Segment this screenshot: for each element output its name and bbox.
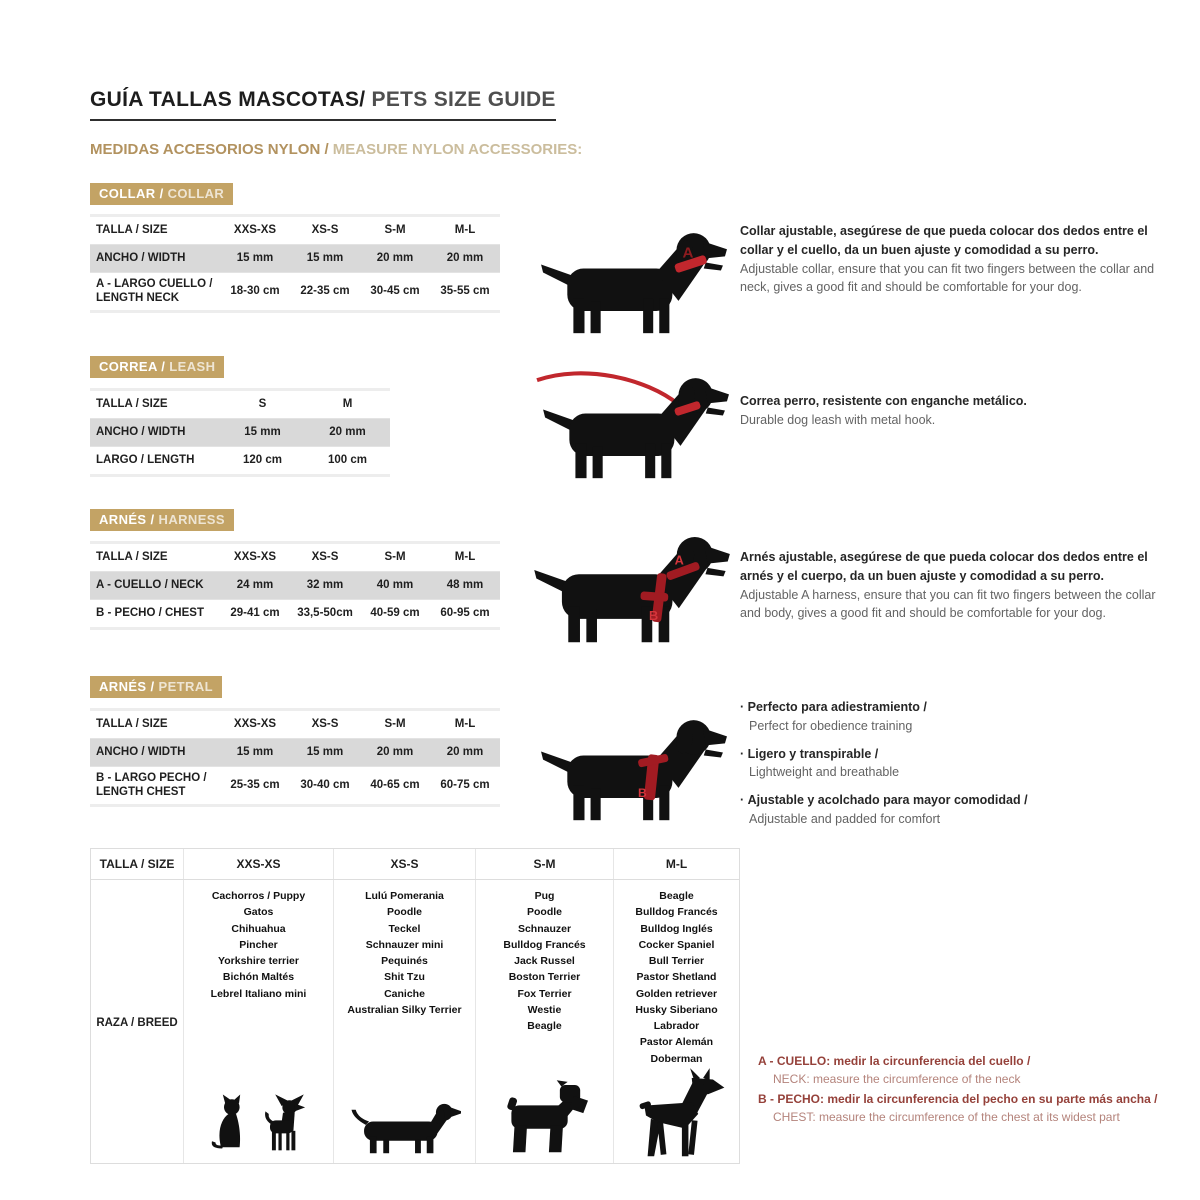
table-header-cell: M-L [454,718,476,731]
breed-item: Yorkshire terrier [218,955,299,968]
size-value: 20 mm [446,252,484,265]
size-value: 15 mm [236,252,274,265]
dachshund-icon [349,1099,461,1159]
row-label: B - LARGO PECHO / LENGTH CHEST [96,772,207,799]
feature-en: Perfect for obedience training [749,718,913,733]
row-label: ANCHO / WIDTH [96,252,186,265]
collar-description-es: Collar ajustable, asegúrese de que pueda colocar dos dedos entre el collar y el cuello, da un buen ajuste y comodidad a su perro. [740,224,1148,257]
petral-badge-en: PETRAL [154,679,213,694]
note-a [758,1052,1190,1088]
breed-item: Schnauzer mini [365,938,444,951]
breed-header-cell: TALLA / SIZE [99,857,175,871]
page-title [90,88,556,121]
collar-badge-es: COLLAR / [99,186,164,201]
size-value: 48 mm [446,579,484,592]
page-title-es: GUÍA TALLAS MASCOTAS/ [90,88,366,112]
dog-collar-icon [537,220,729,336]
harness-marker-a: A [674,552,684,568]
table-header-cell: XS-S [311,718,339,731]
table-header-label: TALLA / SIZE [96,718,168,731]
size-value: 40-59 cm [370,607,420,620]
size-value: 20 mm [446,746,484,759]
collar-marker-a: A [682,244,694,262]
size-value: 30-45 cm [370,285,420,298]
breed-item: Doberman [650,1052,703,1065]
breed-item: Husky Siberiano [635,1003,718,1016]
cat-icon [209,1087,251,1159]
row-label: A - LARGO CUELLO / LENGTH NECK [96,278,213,305]
size-value: 32 mm [306,579,344,592]
feature-item [740,745,1172,783]
breed-header-cell: XXS-XS [183,849,333,879]
breed-item: Pincher [239,938,278,951]
subtitle-en: MEASURE NYLON ACCESSORIES: [328,141,583,158]
table-row [90,245,500,273]
leash-badge [90,356,224,378]
feature-es: · Perfecto para adiestramiento / [740,698,1172,717]
breed-item: Pug [534,890,555,902]
row-label: B - PECHO / CHEST [96,607,204,620]
table-header-label: TALLA / SIZE [96,398,168,411]
size-value: 40 mm [376,579,414,592]
breed-item: Caniche [384,987,425,1000]
size-value: 60-75 cm [440,779,490,792]
breed-row-label: RAZA / BREED [96,1017,178,1030]
table-header-row [90,711,500,739]
size-value: 29-41 cm [230,607,280,620]
breed-header-cell: M-L [613,849,739,879]
harness-description-es: Arnés ajustable, asegúrese de que pueda colocar dos dedos entre el arnés y el cuerpo, da un buen ajuste y comodidad a su perro. [740,550,1148,583]
breed-item: Pequinés [381,955,428,968]
size-value: 25-35 cm [230,779,280,792]
table-header-row [90,217,500,245]
harness-size-table [90,541,500,630]
size-value: 15 mm [306,252,344,265]
table-header-cell: M [342,398,353,411]
table-header-cell: XXS-XS [233,551,277,564]
leash-description-en: Durable dog leash with metal hook. [740,412,936,427]
size-value: 15 mm [236,746,274,759]
harness-badge-en: HARNESS [154,512,225,527]
table-row [90,767,500,804]
note-b-en: CHEST: measure the circumference of the chest at its widest part [773,1110,1120,1124]
table-row [90,600,500,627]
size-value: 40-65 cm [370,779,420,792]
breed-table [90,848,740,1164]
breed-item: Westie [527,1003,562,1016]
note-b [758,1090,1190,1126]
doberman-icon [628,1067,726,1159]
table-header-cell: XS-S [311,224,339,237]
table-header-cell: S-M [384,551,406,564]
size-value: 60-95 cm [440,607,490,620]
breed-item: Pastor Alemán [639,1036,714,1049]
table-header-label: TALLA / SIZE [96,224,168,237]
table-header-row [90,544,500,572]
breed-item: Cachorros / Puppy [211,890,306,902]
table-header-cell: S [258,398,267,411]
breed-item: Poodle [386,906,422,919]
row-label: ANCHO / WIDTH [96,746,186,759]
size-value: 100 cm [327,454,367,467]
breed-item: Australian Silky Terrier [347,1003,462,1016]
breed-item: Lulú Pomerania [365,890,444,902]
size-value: 18-30 cm [230,285,280,298]
harness-description [740,548,1172,623]
table-header-label: TALLA / SIZE [96,551,168,564]
chihuahua-icon [257,1089,309,1159]
collar-badge [90,183,233,205]
breed-item: Poodle [526,906,562,919]
table-header-cell: S-M [384,718,406,731]
size-value: 20 mm [376,746,414,759]
petral-size-table [90,708,500,807]
breed-item: Boston Terrier [508,971,581,984]
breed-item: Bulldog Inglés [640,922,713,935]
breed-column-xs-s [333,880,475,1163]
breed-item: Fox Terrier [517,987,572,1000]
breed-table-header [91,849,739,880]
harness-description-en: Adjustable A harness, ensure that you can fit two fingers between the collar and body, gives a good fit and should be comfortable for your dog. [740,587,1156,621]
table-row [90,572,500,600]
table-header-cell: M-L [454,224,476,237]
row-label: LARGO / LENGTH [96,454,195,467]
breed-item: Shit Tzu [384,971,425,984]
leash-description [740,392,1165,430]
size-value: 35-55 cm [440,285,490,298]
breed-column-xxs-xs [183,880,333,1163]
note-a-es: A - CUELLO: medir la circunferencia del cuello / [758,1054,1031,1068]
breed-label-column [91,880,183,1163]
harness-badge [90,509,234,531]
feature-es: · Ajustable y acolchado para mayor comodidad / [740,791,1172,810]
collar-description-en: Adjustable collar, ensure that you can fit two fingers between the collar and neck, gives a good fit and should be comfortable for your dog. [740,261,1155,295]
petral-marker-b: B [638,785,647,800]
breed-item: Teckel [388,922,421,935]
table-row [90,739,500,767]
breed-item: Bull Terrier [648,955,705,968]
size-value: 15 mm [306,746,344,759]
dog-harness-icon [530,520,732,645]
breed-item: Jack Russel [514,955,575,968]
breed-item: Beagle [659,890,694,902]
note-a-en: NECK: measure the circumference of the neck [773,1072,1021,1086]
feature-es: · Ligero y transpirable / [740,745,1172,764]
size-value: 20 mm [329,426,366,439]
feature-en: Adjustable and padded for comfort [749,811,941,826]
harness-marker-b: B [649,607,659,623]
feature-en: Lightweight and breathable [749,765,900,780]
collar-size-table [90,214,500,313]
breed-item: Chihuahua [231,922,286,935]
table-header-cell: S-M [384,224,406,237]
size-value: 24 mm [236,579,274,592]
collar-description [740,222,1165,297]
breed-header-cell: S-M [475,849,613,879]
size-value: 22-35 cm [300,285,350,298]
size-value: 15 mm [244,426,281,439]
size-value: 20 mm [376,252,414,265]
feature-item [740,791,1172,829]
breed-column-s-m [475,880,613,1163]
size-value: 33,5-50cm [297,607,353,620]
breed-item: Bichón Maltés [222,971,295,984]
collar-badge-en: COLLAR [163,186,225,201]
leash-badge-en: LEASH [165,359,216,374]
harness-badge-es: ARNÉS / [99,512,155,527]
breed-item: Labrador [653,1020,700,1033]
section-subtitle [90,141,582,158]
table-row [90,447,390,474]
table-row [90,419,390,447]
measurement-notes [758,1052,1190,1128]
petral-feature-list [740,698,1172,838]
leash-description-es: Correa perro, resistente con enganche metálico. [740,394,1027,408]
petral-badge-es: ARNÉS / [99,679,155,694]
dog-leash-icon [535,362,731,481]
row-label: ANCHO / WIDTH [96,426,186,439]
size-value: 120 cm [242,454,282,467]
breed-item: Pastor Shetland [636,971,717,984]
dog-petral-icon [537,704,729,823]
breed-item: Bulldog Francés [635,906,718,919]
leash-badge-es: CORREA / [99,359,166,374]
breed-item: Cocker Spaniel [638,938,715,951]
page-title-en: PETS SIZE GUIDE [365,88,556,112]
size-value: 30-40 cm [300,779,350,792]
breed-header-cell: XS-S [333,849,475,879]
row-label: A - CUELLO / NECK [96,579,204,592]
breed-item: Beagle [527,1020,562,1033]
breed-item: Schnauzer [517,922,572,935]
table-row [90,273,500,310]
breed-item: Bulldog Francés [503,938,586,951]
table-header-cell: M-L [454,551,476,564]
leash-size-table [90,388,390,477]
subtitle-es: MEDIDAS ACCESORIOS NYLON / [90,141,329,158]
breed-item: Gatos [243,906,274,919]
schnauzer-icon [502,1079,588,1159]
petral-badge [90,676,222,698]
table-header-row [90,391,390,419]
breed-item: Lebrel Italiano mini [210,987,307,1000]
feature-item [740,698,1172,736]
table-header-cell: XS-S [311,551,339,564]
breed-column-m-l [613,880,739,1163]
note-b-es: B - PECHO: medir la circunferencia del pecho en su parte más ancha / [758,1092,1158,1106]
table-header-cell: XXS-XS [233,718,277,731]
table-header-cell: XXS-XS [233,224,277,237]
breed-item: Golden retriever [635,987,718,1000]
